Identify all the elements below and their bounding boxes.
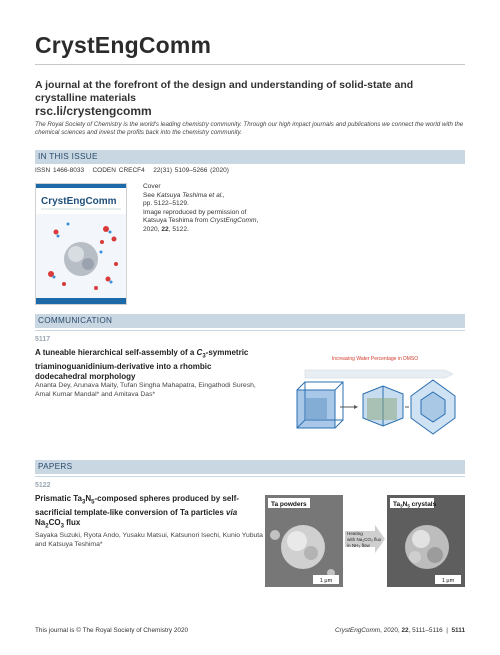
volume-info: 22(31) 5109–5266 (2020) xyxy=(153,167,229,174)
papers-bar xyxy=(35,460,465,474)
paper-title-sub1: 3 xyxy=(81,499,86,506)
issn: ISSN 1466-8033 xyxy=(35,167,85,174)
footer-journal: CrystEngComm xyxy=(335,627,381,634)
communication-title[interactable] xyxy=(35,348,265,382)
cover-label: Cover xyxy=(143,183,161,190)
footer-pages: , 5111–5116 xyxy=(408,627,443,634)
communication-graphical-abstract[interactable] xyxy=(285,352,465,452)
paper-title-sub3: 2 xyxy=(45,523,49,530)
issn-line xyxy=(35,167,229,174)
communication-divider xyxy=(35,330,465,331)
paper-title-sub4: 3 xyxy=(60,523,64,530)
papers-graphical-abstract[interactable] xyxy=(265,495,465,587)
cover-pages: pp. 5122–5129. xyxy=(143,200,189,208)
coden: CODEN CRECF4 xyxy=(92,167,145,174)
graphic2-right-label: $Ta_3N_5$ crystals xyxy=(393,501,437,509)
graphic1-label: Increasing Water Percentage in DMSO xyxy=(331,356,419,362)
graphic2-left-label: Ta powders xyxy=(271,501,307,508)
comm-title-sub: 3 xyxy=(202,353,206,360)
paper-title-part2: N xyxy=(85,494,92,503)
journal-title: CrystEngComm xyxy=(35,32,212,58)
communication-authors: Ananta Dey, Arunava Maity, Tufan Singha Mahapatra, Eingathodi Suresh, Amal Kumar Mandal* and Amitava Das* xyxy=(35,382,256,398)
papers-page-number: 5122 xyxy=(35,482,51,489)
comm-title-part1: A tuneable hierarchical self-assembly of a xyxy=(35,348,197,357)
rsc-statement: The Royal Society of Chemistry is the world's leading chemistry community. Through our high impact journals and publications we connect the world with the chemical sciences and invest the profits back into the chemistry community. xyxy=(35,121,464,137)
footer-citation xyxy=(335,627,465,634)
cover-credit-text: Image reproduced by permission of Katsuya Teshima from xyxy=(143,208,247,225)
footer-copyright: This journal is © The Royal Society of Chemistry 2020 xyxy=(35,627,189,634)
footer-page-number: 5111 xyxy=(451,627,465,634)
graphic2-arrow-line2: with Na₂CO₃ flux xyxy=(347,537,382,542)
cover-see-line xyxy=(143,192,263,201)
cover-image[interactable] xyxy=(35,183,127,305)
graphic2-right-scale: 1 μm xyxy=(441,578,455,584)
cover-see-authors: Katsuya Teshima et al., xyxy=(156,191,225,199)
journal-tagline: A journal at the forefront of the design and understanding of solid-state and crystalline materials xyxy=(35,79,414,104)
papers-authors: Sayaka Suzuki, Ryota Ando, Yusaku Matsui, Katsunori Isechi, Kunio Yubuta and Katsuya Teshima* xyxy=(35,532,263,548)
comm-title-c: C xyxy=(196,348,203,357)
graphic2-left-scale: 1 μm xyxy=(319,578,333,584)
cover-description xyxy=(143,183,263,235)
papers-title[interactable] xyxy=(35,494,265,532)
cover-credit-year: , 2020, xyxy=(143,217,259,233)
footer-volume: 22 xyxy=(401,627,409,634)
communication-label: COMMUNICATION xyxy=(38,316,113,325)
header-divider xyxy=(35,64,465,65)
paper-title-part1: Prismatic Ta xyxy=(35,494,82,503)
communication-page-number: 5117 xyxy=(35,336,51,343)
footer-separator: | xyxy=(446,627,448,634)
papers-divider xyxy=(35,476,465,477)
graphic2-arrow-line1: Heating xyxy=(347,531,363,536)
paper-title-part3: -composed spheres produced by self-sacrificial template-like conversion of Ta particles xyxy=(35,494,239,517)
cover-credit xyxy=(143,209,263,235)
in-this-issue-label: IN THIS ISSUE xyxy=(38,152,98,161)
cover-credit-volume: 22 xyxy=(161,225,169,233)
cover-journal-name: CrystEngComm xyxy=(41,196,117,207)
cover-credit-journal: CrystEngComm xyxy=(209,217,257,225)
footer-year: , 2020, xyxy=(380,627,402,634)
in-this-issue-bar xyxy=(35,150,465,164)
papers-label: PAPERS xyxy=(38,462,73,471)
journal-url-link[interactable]: rsc.li/crystengcomm xyxy=(35,104,152,118)
cover-see-prefix: See xyxy=(143,191,157,199)
paper-title-via: via xyxy=(226,507,238,517)
graphic2-arrow-line3: in NH₃ flow xyxy=(347,543,370,548)
paper-title-part6: flux xyxy=(63,518,81,527)
paper-title-sub2: 5 xyxy=(91,499,95,506)
comm-title-part2: -symmetric triaminoguanidinium-derivative into a rhombic dodecahedral morphology xyxy=(35,348,249,381)
paper-title-part4: Na xyxy=(35,518,46,527)
communication-bar xyxy=(35,314,465,328)
cover-credit-page: , 5122. xyxy=(168,225,189,233)
paper-title-part5: CO xyxy=(48,518,61,527)
